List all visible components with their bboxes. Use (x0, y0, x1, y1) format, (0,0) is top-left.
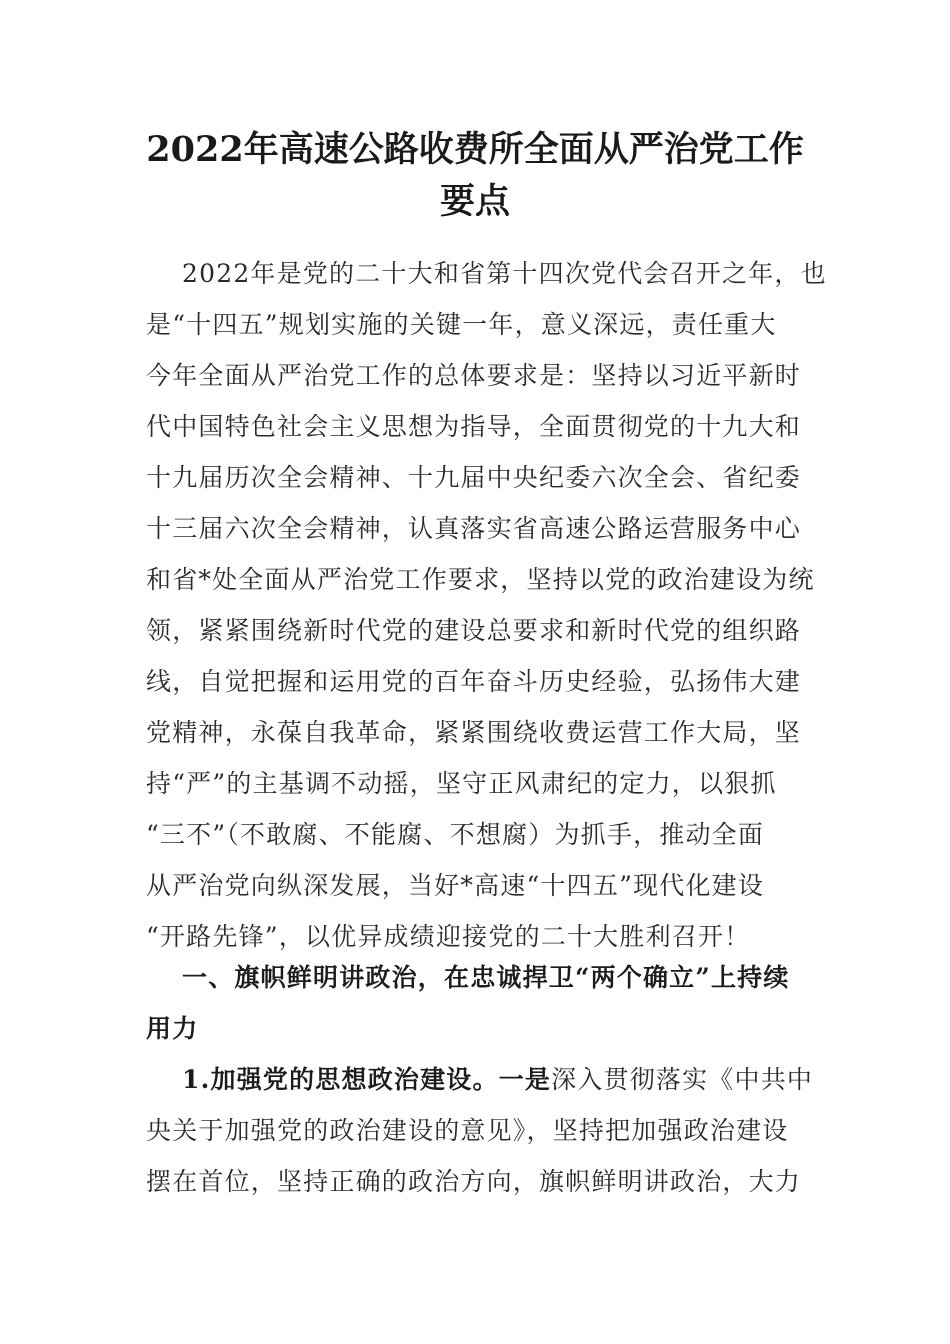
intro-line: 十九届历次全会精神、十九届中央纪委六次全会、省纪委 (146, 463, 802, 492)
intro-line: 线，自觉把握和运用党的百年奋斗历史经验，弘扬伟大建 (146, 667, 802, 696)
section-heading-line-1: 一、旗帜鲜明讲政治，在忠诚捍卫“两个确立”上持续 (182, 963, 790, 992)
intro-line: 从严治党向纵深发展，当好*高速“十四五”现代化建设 (146, 871, 765, 900)
intro-line: 今年全面从严治党工作的总体要求是：坚持以习近平新时 (146, 361, 802, 390)
item-1-line: 摆在首位，坚持正确的政治方向，旗帜鲜明讲政治，大力 (146, 1167, 802, 1196)
item-1-line-rest: 深入贯彻落实《中共中 (551, 1065, 814, 1094)
item-1-first-marker: 一是 (498, 1065, 552, 1094)
item-1-paragraph (146, 1054, 814, 1207)
intro-line: 2022年是党的二十大和省第十四次党代会召开之年，也 (182, 259, 827, 288)
document-title (120, 124, 830, 228)
intro-line: 十三届六次全会精神，认真落实省高速公路运营服务中心 (146, 514, 802, 543)
title-line-2: 要点 (439, 181, 510, 222)
item-1-line: 央关于加强党的政治建设的意见》，坚持把加强政治建设 (146, 1116, 789, 1145)
intro-line: 代中国特色社会主义思想为指导，全面贯彻党的十九大和 (146, 412, 802, 441)
section-heading-1 (146, 952, 808, 1054)
section-heading-line-2: 用力 (146, 1014, 199, 1043)
item-1-label: 1.加强党的思想政治建设。 (182, 1065, 499, 1094)
intro-line: 领，紧紧围绕新时代党的建设总要求和新时代党的组织路 (146, 616, 802, 645)
intro-line: 党精神，永葆自我革命，紧紧围绕收费运营工作大局，坚 (146, 718, 802, 747)
intro-line: “三不”（不敢腐、不能腐、不想腐）为抓手，推动全面 (146, 820, 765, 849)
intro-line: “开路先锋”，以优异成绩迎接党的二十大胜利召开！ (146, 922, 751, 951)
intro-line: 和省*处全面从严治党工作要求，坚持以党的政治建设为统 (146, 565, 815, 594)
intro-line: 持“严”的主基调不动摇，坚守正风肃纪的定力，以狠抓 (146, 769, 777, 798)
item-1-first-line (146, 1054, 814, 1105)
title-line-1: 2022年高速公路收费所全面从严治党工作 (146, 129, 804, 170)
intro-line: 是“十四五”规划实施的关键一年，意义深远，责任重大 (146, 310, 777, 339)
intro-paragraph (146, 248, 827, 962)
